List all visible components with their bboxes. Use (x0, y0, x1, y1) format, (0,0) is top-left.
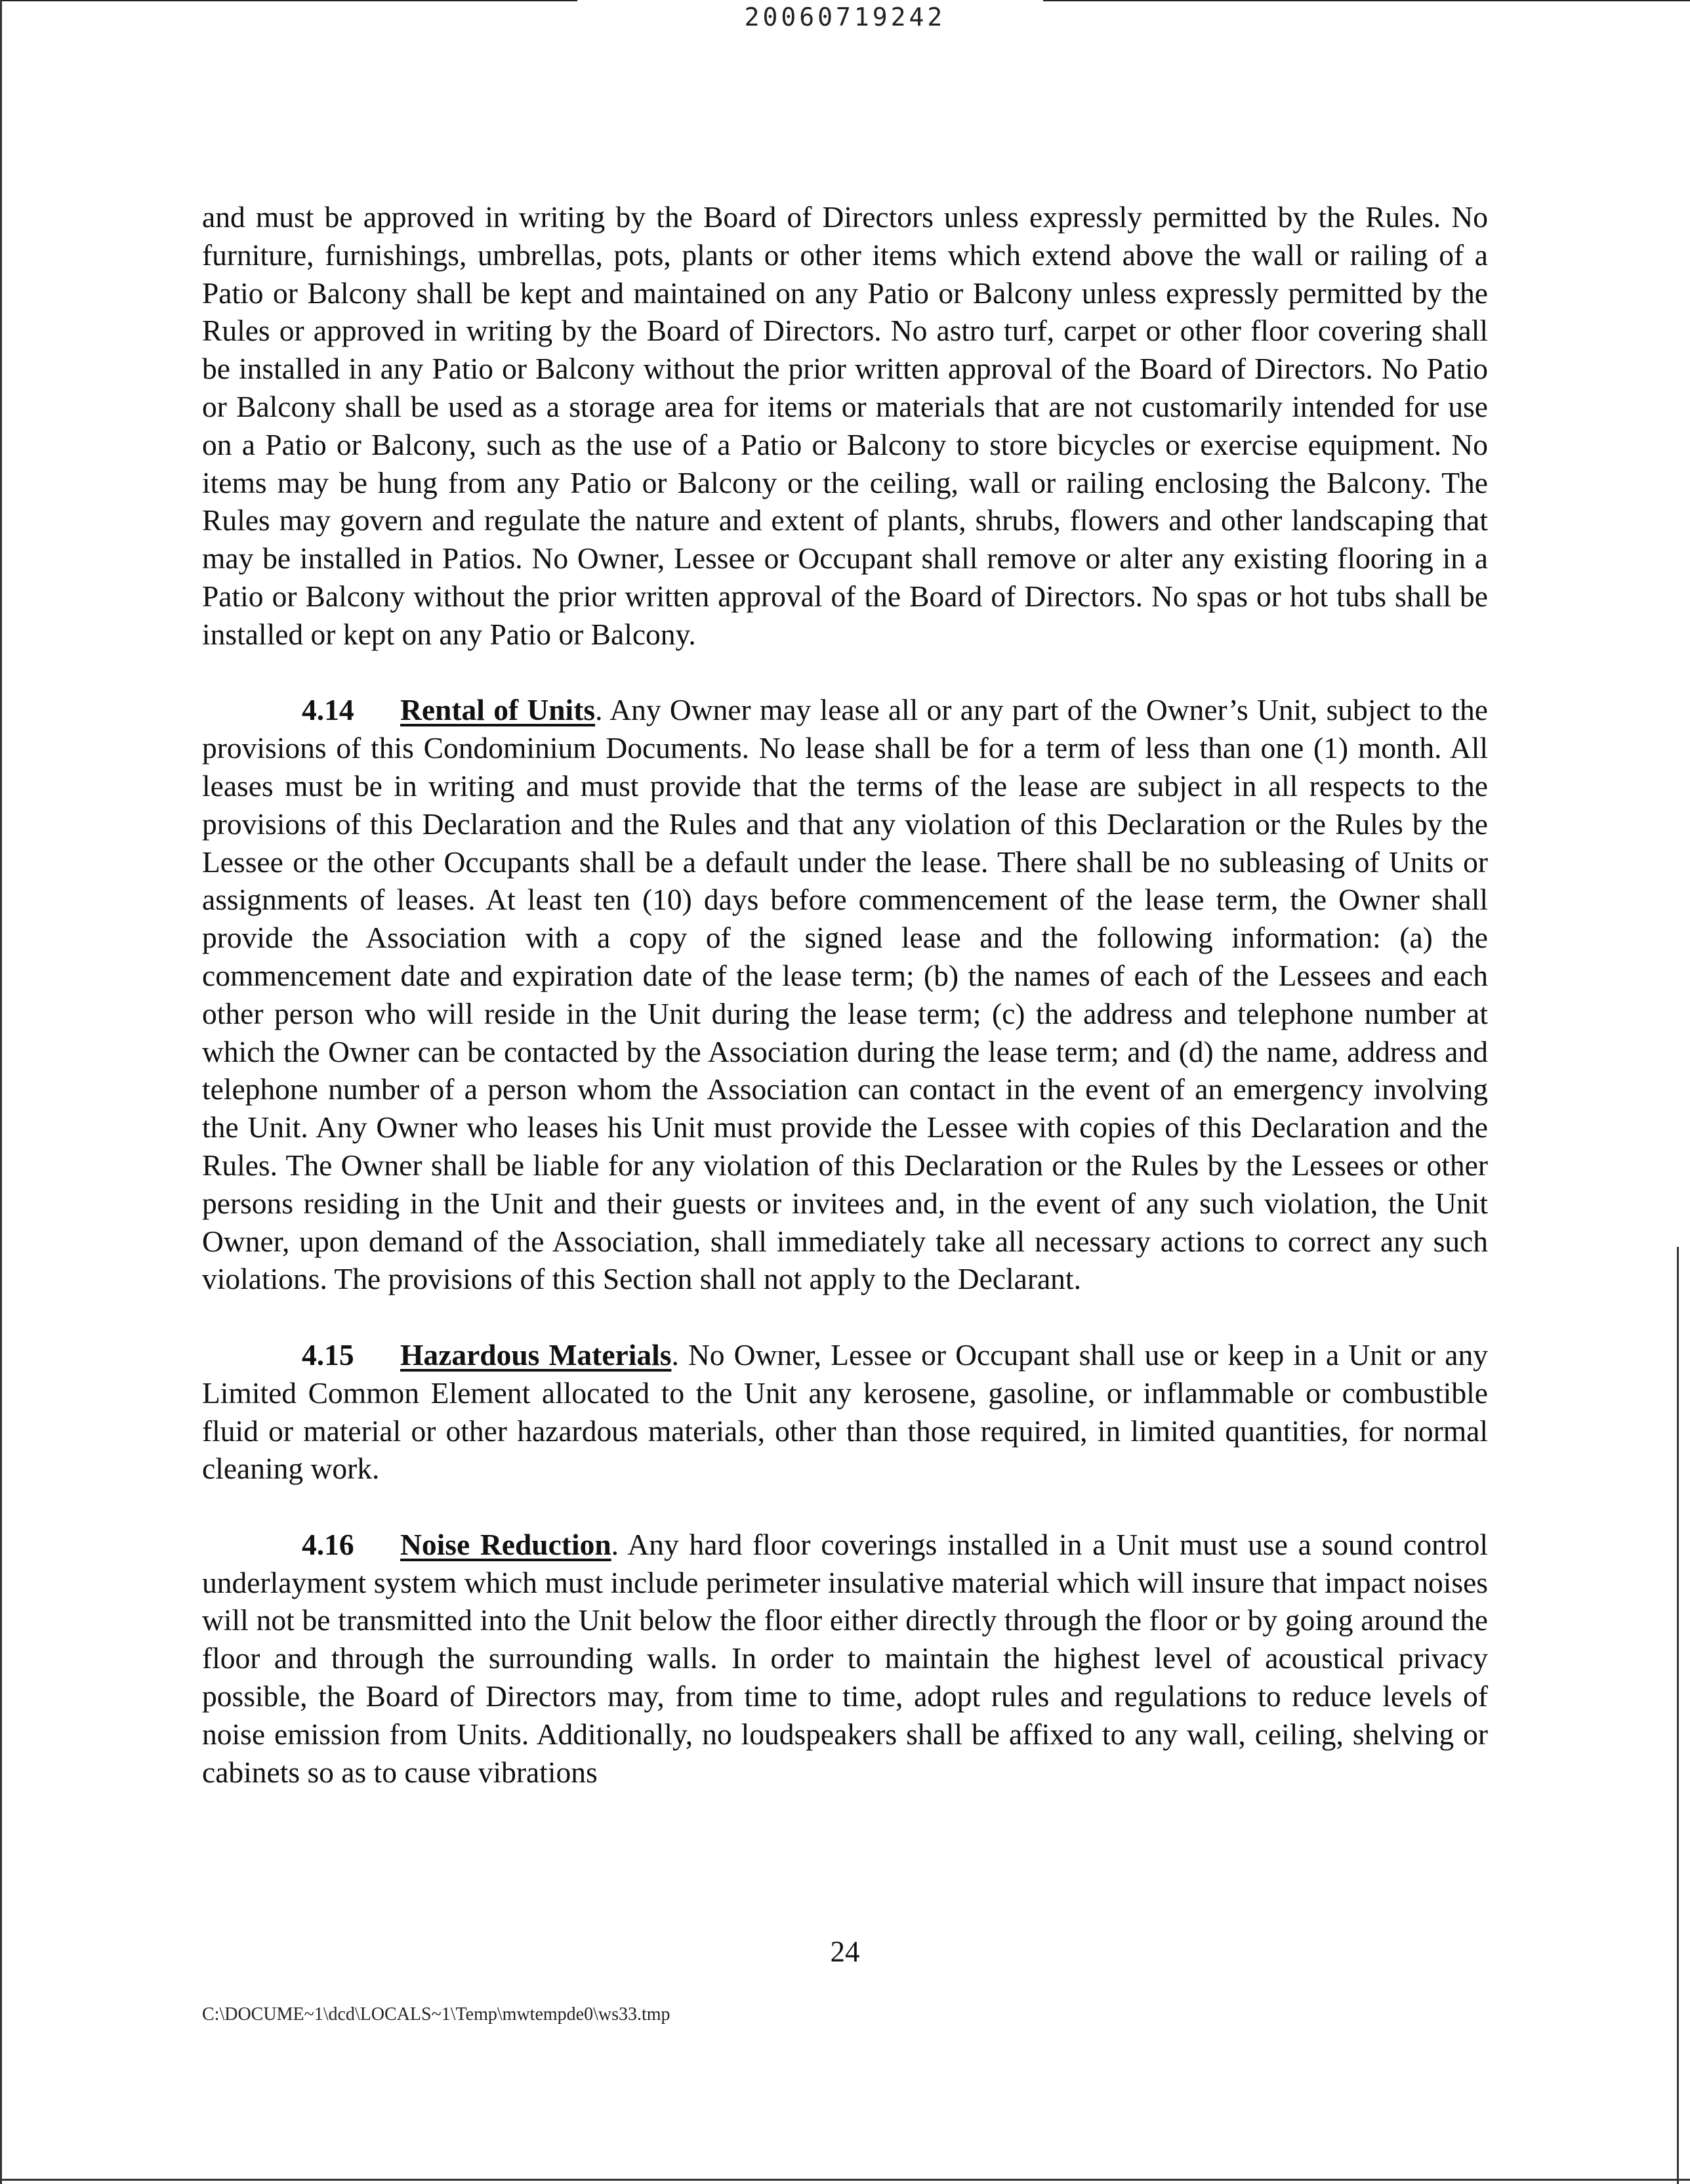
continued-paragraph: and must be approved in writing by the Board of Directors unless expressly permitted by the Rules. No furniture, furnishings, umbrellas, pots, plants or other items which extend above the wall or railing of a Patio or Balcony shall be kept and maintained on any Patio or Balcony unless expressly permitted by the Rules or approved in writing by the Board of Directors. No astro turf, carpet or other floor covering shall be installed in any Patio or Balcony without the prior written approval of the Board of Directors. No Patio or Balcony shall be used as a storage area for items or materials that are not customarily intended for use on a Patio or Balcony, such as the use of a Patio or Balcony to store bicycles or exercise equipment. No items may be hung from any Patio or Balcony or the ceiling, wall or railing enclosing the Balcony. The Rules may govern and regulate the nature and extent of plants, shrubs, flowers and other landscaping that may be installed in Patios. No Owner, Lessee or Occupant shall remove or alter any existing flooring in a Patio or Balcony without the prior written approval of the Board of Directors. No spas or hot tubs shall be installed or kept on any Patio or Balcony. (202, 200, 1488, 651)
section-4-15 (202, 1336, 1488, 1488)
file-path: C:\DOCUME~1\dcd\LOCALS~1\Temp\mwtempde0\ws33.tmp (202, 2004, 670, 2025)
section-number: 4.15 (302, 1337, 354, 1372)
scan-border-right (1677, 1247, 1679, 2184)
section-title: Hazardous Materials (400, 1337, 672, 1372)
document-number: 20060719242 (744, 3, 946, 32)
section-text: . Any Owner may lease all or any part of the Owner’s Unit, subject to the provisions of this Condominium Documents. No lease shall be for a term of less than one (1) month. All leases must be in writing and must provide that the terms of the lease are subject in all respects to the provisions of this Declaration and the Rules and that any violation of this Declaration or the Rules by the Lessee or the other Occupants shall be a default under the lease. There shall be no subleasing of Units or assignments of leases. At least ten (10) days before commencement of the lease term, the Owner shall provide the Association with a copy of the signed lease and the following information: (a) the commencement date and expiration date of the lease term; (b) the names of each of the Lessees and each other person who will reside in the Unit during the lease term; (c) the address and telephone number at which the Owner can be contacted by the Association during the lease term; and (d) the name, address and telephone number of a person whom the Association can contact in the event of an emergency involving the Unit. Any Owner who leases his Unit must provide the Lessee with copies of this Declaration and the Rules. The Owner shall be liable for any violation of this Declaration or the Rules by the Lessees or other persons residing in the Unit and their guests or invitees and, in the event of any such violation, the Unit Owner, upon demand of the Association, shall immediately take all necessary actions to correct any such violations. The provisions of this Section shall not apply to the Declarant. (202, 693, 1489, 1296)
section-text: . Any hard floor coverings installed in a Unit must use a sound control underlayment system which must include perimeter insulative material which will insure that impact noises will not be transmitted into the Unit below the floor either directly through the floor or by going around the floor and through the surrounding walls. In order to maintain the highest level of acoustical privacy possible, the Board of Directors may, from time to time, adopt rules and regulations to reduce levels of noise emission from Units. Additionally, no loudspeakers shall be affixed to any wall, ceiling, shelving or cabinets so as to cause vibrations (202, 1527, 1489, 1789)
section-title: Noise Reduction (400, 1527, 611, 1561)
scan-border-left (0, 0, 2, 2184)
page-body (202, 198, 1488, 1829)
section-4-14 (202, 691, 1488, 1298)
page-number: 24 (830, 1935, 860, 1968)
scan-border-top-left (0, 0, 577, 1)
section-number: 4.14 (302, 693, 354, 727)
section-4-16 (202, 1526, 1488, 1792)
section-title: Rental of Units (400, 693, 596, 727)
scan-border-bottom (0, 2179, 1690, 2181)
scan-border-top-right (1043, 0, 1690, 1)
section-number: 4.16 (302, 1527, 354, 1561)
section-text: . No Owner, Lessee or Occupant shall use or keep in a Unit or any Limited Common Element allocated to the Unit any kerosene, gasoline, or inflammable or combustible fluid or material or other hazardous materials, other than those required, in limited quantities, for normal cleaning work. (202, 1337, 1488, 1486)
